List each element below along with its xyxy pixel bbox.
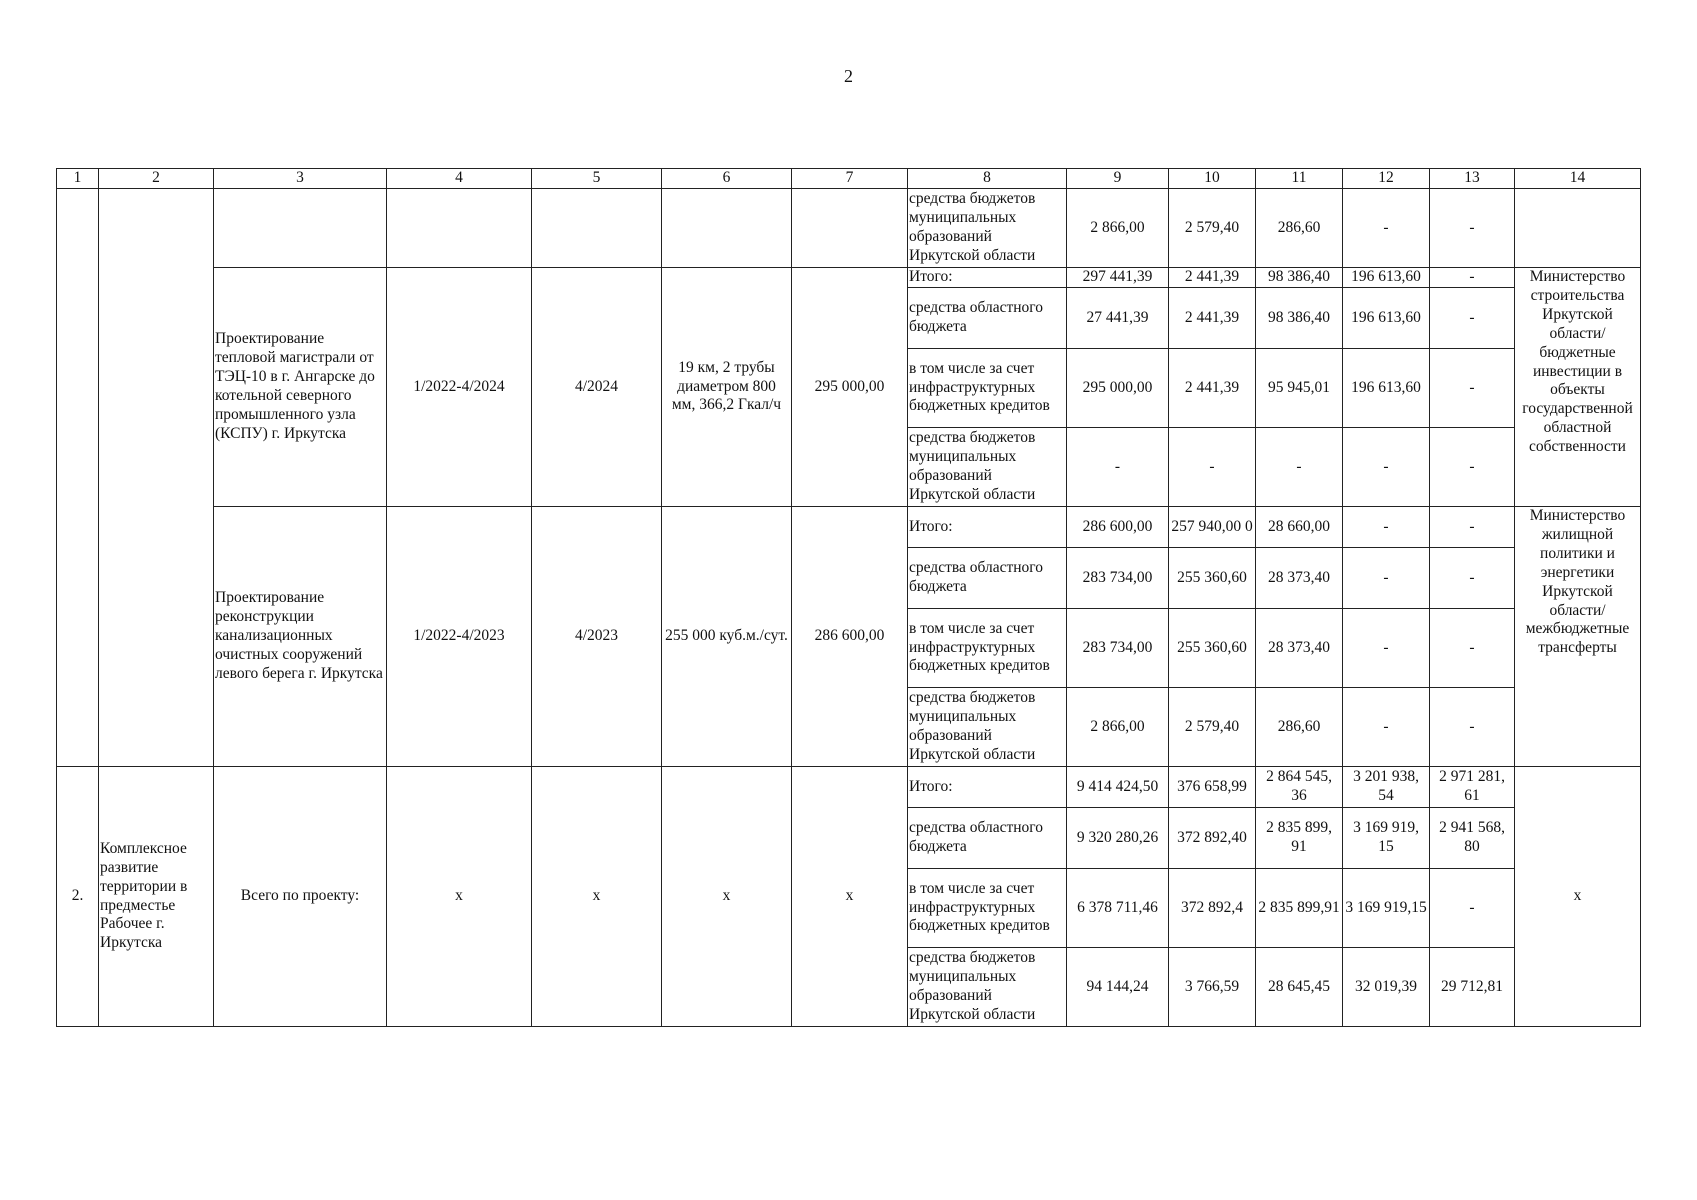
header-cell: 9: [1067, 169, 1169, 189]
value-cell: -: [1430, 189, 1515, 268]
value-cell: 2 866,00: [1067, 688, 1169, 767]
table-row: [57, 189, 1641, 268]
funding-source-label: в том числе за счет инфраструктурных бюджетных кредитов: [908, 869, 1067, 948]
value-cell: 3 766,59: [1169, 948, 1256, 1027]
value-cell: 6 378 711,46: [1067, 869, 1169, 948]
x-mark: x: [792, 767, 908, 1027]
value-cell: 376 658,99: [1169, 767, 1256, 808]
page-number: 2: [844, 66, 853, 86]
cell: [214, 189, 387, 268]
value-cell: -: [1343, 548, 1430, 609]
value-cell: 2 971 281, 61: [1430, 767, 1515, 808]
value-cell: 94 144,24: [1067, 948, 1169, 1027]
value-cell: 2 835 899, 91: [1256, 808, 1343, 869]
x-mark: x: [532, 767, 662, 1027]
section-1-number-cell: [57, 189, 99, 767]
value-cell: 297 441,39: [1067, 268, 1169, 288]
project-name: Проектирование тепловой магистрали от ТЭЦ-10 в г. Ангарске до котельной северного промышленного узла (КСПУ) г. Иркутска: [214, 268, 387, 507]
header-cell: 8: [908, 169, 1067, 189]
header-cell: 1: [57, 169, 99, 189]
header-cell: 12: [1343, 169, 1430, 189]
x-mark: x: [662, 767, 792, 1027]
funding-source-label: средства бюджетов муниципальных образований Иркутской области: [908, 948, 1067, 1027]
budget-table: [56, 168, 1641, 1027]
value-cell: 196 613,60: [1343, 288, 1430, 349]
cell: [662, 189, 792, 268]
value-cell: -: [1343, 688, 1430, 767]
header-cell: 14: [1515, 169, 1641, 189]
header-cell: 5: [532, 169, 662, 189]
value-cell: 2 441,39: [1169, 349, 1256, 428]
responsible-body: Министерство строительства Иркутской области/ бюджетные инвестиции в объекты государственной областной собственности: [1515, 268, 1641, 507]
project-name: Проектирование реконструкции канализационных очистных сооружений левого берега г. Иркутска: [214, 507, 387, 767]
project-period: 1/2022-4/2023: [387, 507, 532, 767]
value-cell: 257 940,00 0: [1169, 507, 1256, 548]
value-cell: -: [1343, 189, 1430, 268]
value-cell: -: [1430, 268, 1515, 288]
value-cell: -: [1256, 428, 1343, 507]
section-2-name: Комплексное развитие территории в предместье Рабочее г. Иркутска: [99, 767, 214, 1027]
value-cell: 283 734,00: [1067, 609, 1169, 688]
section-2-total-label: Всего по проекту:: [214, 767, 387, 1027]
table-row: [57, 767, 1641, 808]
value-cell: 2 941 568, 80: [1430, 808, 1515, 869]
header-cell: 7: [792, 169, 908, 189]
project-cost: 295 000,00: [792, 268, 908, 507]
value-cell: -: [1430, 349, 1515, 428]
x-mark: x: [1515, 767, 1641, 1027]
value-cell: 3 169 919,15: [1343, 869, 1430, 948]
value-cell: 27 441,39: [1067, 288, 1169, 349]
value-cell: 3 169 919, 15: [1343, 808, 1430, 869]
value-cell: 2 579,40: [1169, 688, 1256, 767]
value-cell: 286,60: [1256, 189, 1343, 268]
value-cell: -: [1169, 428, 1256, 507]
value-cell: 2 864 545, 36: [1256, 767, 1343, 808]
funding-source-label: средства бюджетов муниципальных образований Иркутской области: [908, 688, 1067, 767]
value-cell: 28 660,00: [1256, 507, 1343, 548]
value-cell: 372 892,4: [1169, 869, 1256, 948]
value-cell: 29 712,81: [1430, 948, 1515, 1027]
header-cell: 3: [214, 169, 387, 189]
project-capacity: 255 000 куб.м./сут.: [662, 507, 792, 767]
value-cell: 95 945,01: [1256, 349, 1343, 428]
value-cell: -: [1430, 869, 1515, 948]
funding-source-label: средства бюджетов муниципальных образований Иркутской области: [908, 428, 1067, 507]
header-cell: 4: [387, 169, 532, 189]
project-period: 1/2022-4/2024: [387, 268, 532, 507]
value-cell: 255 360,60: [1169, 609, 1256, 688]
project-capacity: 19 км, 2 трубы диаметром 800 мм, 366,2 Гкал/ч: [662, 268, 792, 507]
header-cell: 11: [1256, 169, 1343, 189]
funding-source-label: в том числе за счет инфраструктурных бюджетных кредитов: [908, 349, 1067, 428]
value-cell: 28 373,40: [1256, 609, 1343, 688]
table-row: [57, 507, 1641, 548]
project-end: 4/2023: [532, 507, 662, 767]
value-cell: 28 373,40: [1256, 548, 1343, 609]
funding-source-label: Итого:: [908, 507, 1067, 548]
value-cell: 196 613,60: [1343, 349, 1430, 428]
value-cell: -: [1430, 688, 1515, 767]
table-row: [57, 268, 1641, 288]
funding-source-label: средства областного бюджета: [908, 548, 1067, 609]
value-cell: 2 579,40: [1169, 189, 1256, 268]
value-cell: -: [1343, 609, 1430, 688]
funding-source-label: средства областного бюджета: [908, 808, 1067, 869]
header-cell: 2: [99, 169, 214, 189]
section-1-name-cell: [99, 189, 214, 767]
header-cell: 13: [1430, 169, 1515, 189]
cell: [387, 189, 532, 268]
section-2-number: 2.: [57, 767, 99, 1027]
value-cell: 98 386,40: [1256, 268, 1343, 288]
x-mark: x: [387, 767, 532, 1027]
funding-source-label: в том числе за счет инфраструктурных бюджетных кредитов: [908, 609, 1067, 688]
value-cell: 2 835 899,91: [1256, 869, 1343, 948]
funding-source-label: средства областного бюджета: [908, 288, 1067, 349]
value-cell: 196 613,60: [1343, 268, 1430, 288]
value-cell: 98 386,40: [1256, 288, 1343, 349]
value-cell: -: [1343, 428, 1430, 507]
value-cell: 9 414 424,50: [1067, 767, 1169, 808]
value-cell: -: [1430, 288, 1515, 349]
cell: [1515, 189, 1641, 268]
header-cell: 6: [662, 169, 792, 189]
value-cell: 32 019,39: [1343, 948, 1430, 1027]
cell: [532, 189, 662, 268]
cell: [792, 189, 908, 268]
value-cell: 3 201 938, 54: [1343, 767, 1430, 808]
value-cell: 2 441,39: [1169, 288, 1256, 349]
header-cell: 10: [1169, 169, 1256, 189]
value-cell: -: [1430, 507, 1515, 548]
funding-source-label: средства бюджетов муниципальных образований Иркутской области: [908, 189, 1067, 268]
project-end: 4/2024: [532, 268, 662, 507]
value-cell: -: [1343, 507, 1430, 548]
project-cost: 286 600,00: [792, 507, 908, 767]
header-row: [57, 169, 1641, 189]
responsible-body: Министерство жилищной политики и энергетики Иркутской области/ межбюджетные трансферты: [1515, 507, 1641, 767]
value-cell: 372 892,40: [1169, 808, 1256, 869]
value-cell: 28 645,45: [1256, 948, 1343, 1027]
value-cell: 283 734,00: [1067, 548, 1169, 609]
funding-source-label: Итого:: [908, 767, 1067, 808]
value-cell: -: [1430, 428, 1515, 507]
value-cell: -: [1067, 428, 1169, 507]
value-cell: -: [1430, 548, 1515, 609]
value-cell: 286 600,00: [1067, 507, 1169, 548]
value-cell: 295 000,00: [1067, 349, 1169, 428]
value-cell: 2 441,39: [1169, 268, 1256, 288]
value-cell: 255 360,60: [1169, 548, 1256, 609]
value-cell: -: [1430, 609, 1515, 688]
funding-source-label: Итого:: [908, 268, 1067, 288]
value-cell: 286,60: [1256, 688, 1343, 767]
value-cell: 9 320 280,26: [1067, 808, 1169, 869]
value-cell: 2 866,00: [1067, 189, 1169, 268]
